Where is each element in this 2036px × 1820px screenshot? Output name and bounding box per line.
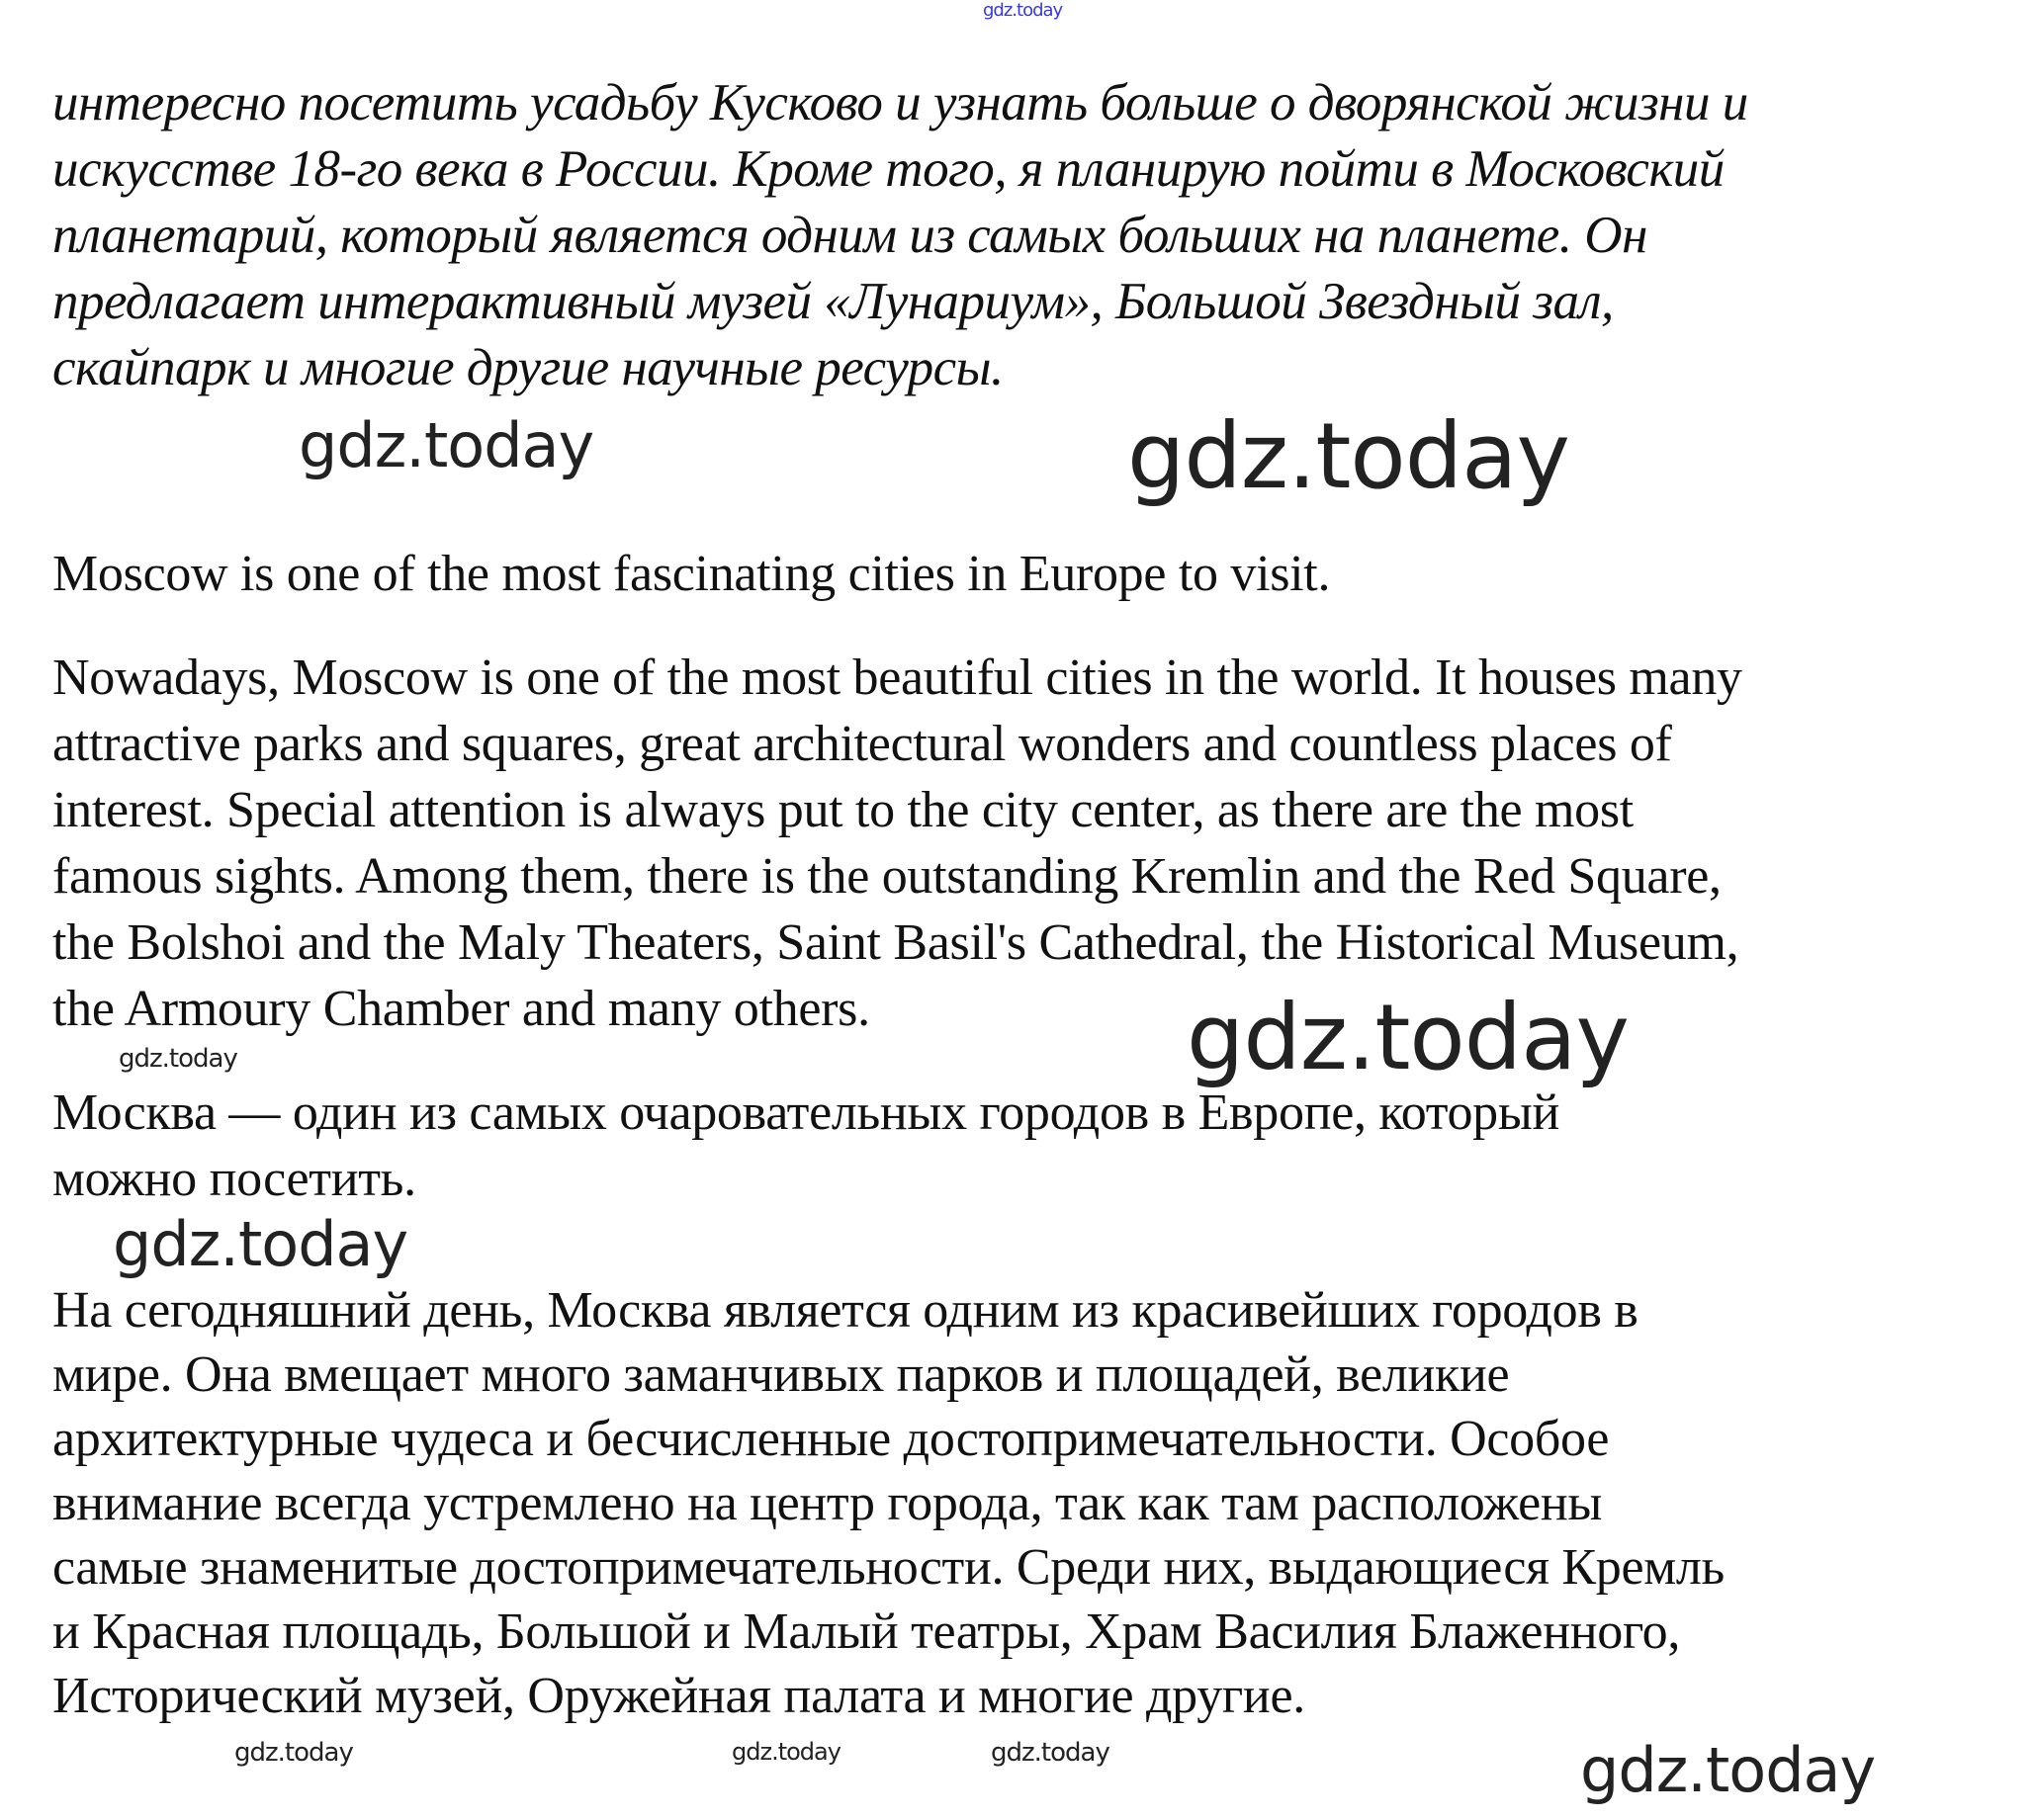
text-line: interest. Special attention is always put to the city center, as there are the most: [52, 782, 1634, 838]
text-line: Исторический музей, Оружейная палата и многие другие.: [52, 1668, 1305, 1724]
watermark: gdz.today: [1580, 1734, 1876, 1806]
watermark: gdz.today: [119, 1044, 237, 1074]
watermark: gdz.today: [234, 1738, 353, 1768]
english-intro: Moscow is one of the most fascinating cities in Europe to visit.: [52, 546, 1331, 602]
watermark: gdz.today: [113, 1208, 408, 1280]
text-line: famous sights. Among them, there is the outstanding Kremlin and the Red Square,: [52, 848, 1722, 905]
text-line: мире. Она вмещает много заманчивых парков и площадей, великие: [52, 1346, 1510, 1403]
text-line: предлагает интерактивный музей «Лунариум», Большой Звездный зал,: [52, 273, 1614, 330]
text-line: Nowadays, Moscow is one of the most beautiful cities in the world. It houses many: [52, 650, 1742, 706]
text-line: можно посетить.: [52, 1151, 416, 1207]
text-line: самые знаменитые достопримечательности. Среди них, выдающиеся Кремль: [52, 1539, 1725, 1596]
text-line: the Armoury Chamber and many others.: [52, 981, 870, 1037]
watermark: gdz.today: [1187, 985, 1629, 1090]
watermark-top: gdz.today: [983, 0, 1063, 21]
text-line: внимание всегда устремлено на центр города, так как там расположены: [52, 1475, 1603, 1531]
text-line: attractive parks and squares, great architectural wonders and countless places of: [52, 716, 1672, 772]
text-line: скайпарк и многие другие научные ресурсы.: [52, 339, 1004, 396]
text-line: интересно посетить усадьбу Кусково и узнать больше о дворянской жизни и: [52, 74, 1748, 131]
text-line: the Bolshoi and the Maly Theaters, Saint Basil's Cathedral, the Historical Museum,: [52, 914, 1739, 971]
text-line: и Красная площадь, Большой и Малый театры, Храм Василия Блаженного,: [52, 1603, 1681, 1660]
watermark: gdz.today: [299, 409, 594, 481]
text-line: искусстве 18-го века в России. Кроме того, я планирую пойти в Московский: [52, 140, 1725, 198]
text-line: На сегодняшний день, Москва является одним из красивейших городов в: [52, 1282, 1638, 1339]
watermark: gdz.today: [1127, 403, 1569, 509]
text-line: планетарий, который является одним из самых больших на планете. Он: [52, 207, 1647, 264]
watermark: gdz.today: [991, 1738, 1109, 1768]
watermark: gdz.today: [732, 1738, 841, 1766]
text-line: архитектурные чудеса и бесчисленные достопримечательности. Особое: [52, 1411, 1610, 1467]
text-line: Москва — один из самых очаровательных городов в Европе, который: [52, 1084, 1560, 1141]
